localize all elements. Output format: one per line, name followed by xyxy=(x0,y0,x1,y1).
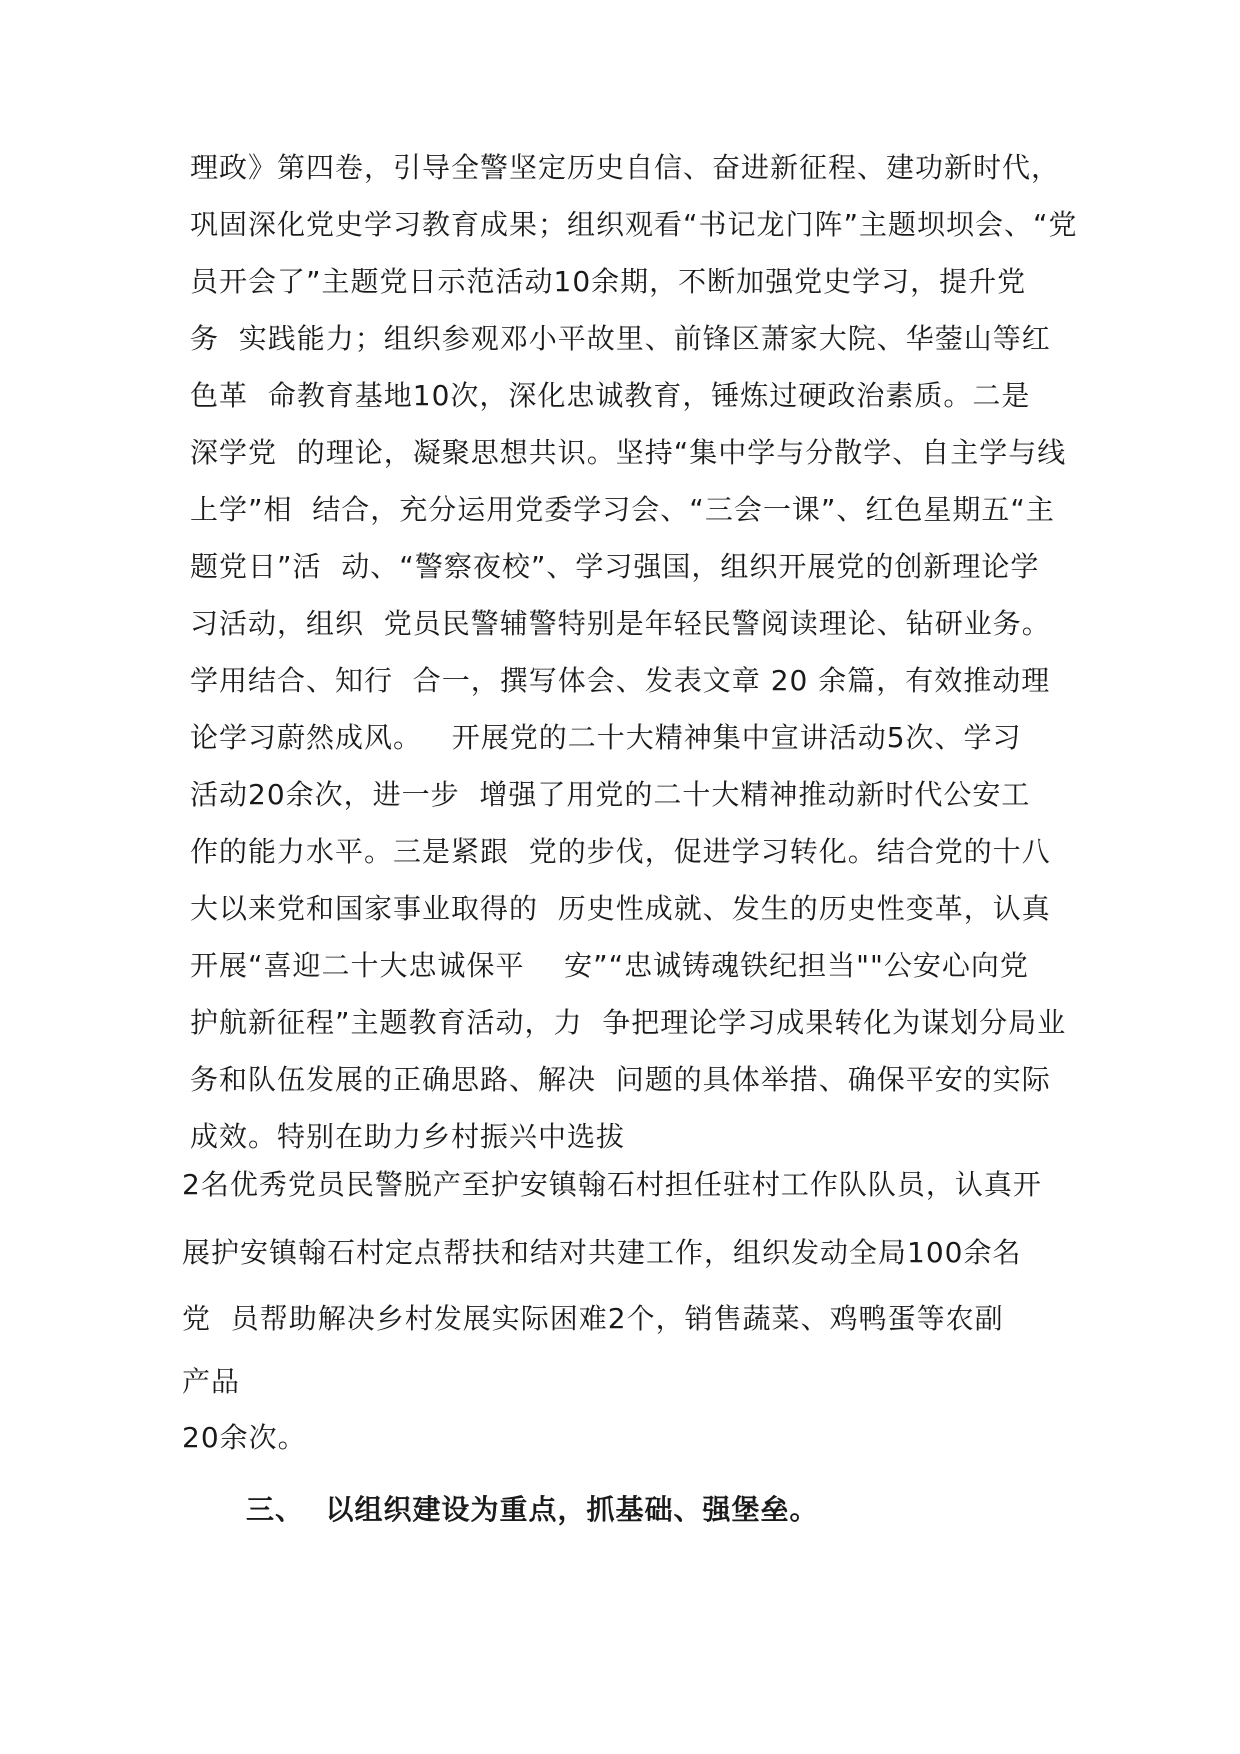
body-text-line: 论学习蔚然成风。 开展党的二十大精神集中宣讲活动5次、学习 xyxy=(190,721,1022,754)
section-heading: 三、 以组织建设为重点，抓基础、强堡垒。 xyxy=(246,1493,819,1526)
body-text-line: 色革 命教育基地10次，深化忠诚教育，锤炼过硬政治素质。二是 xyxy=(190,379,1031,412)
body-text-line: 员开会了”主题党日示范活动10余期，不断加强党史学习，提升党 xyxy=(190,265,1027,298)
body-text-line: 学用结合、知行 合一，撰写体会、发表文章 20 余篇，有效推动理 xyxy=(190,664,1051,697)
body-text-line: 巩固深化党史学习教育成果；组织观看“书记龙门阵”主题坝坝会、“党 xyxy=(190,208,1078,241)
body-text-line: 理政》第四卷，引导全警坚定历史自信、奋进新征程、建功新时代， xyxy=(190,151,1061,184)
body-text-line: 大以来党和国家事业取得的 历史性成就、发生的历史性变革，认真 xyxy=(190,892,1051,925)
body-text-line: 上学”相 结合，充分运用党委学习会、“三会一课”、红色星期五“主 xyxy=(190,493,1055,526)
body-text-line: 作的能力水平。三是紧跟 党的步伐，促进学习转化。结合党的十八 xyxy=(190,835,1051,868)
body-text-line: 习活动，组织 党员民警辅警特别是年轻民警阅读理论、钻研业务。 xyxy=(190,607,1051,640)
body-text-line: 护航新征程”主题教育活动，力 争把理论学习成果转化为谋划分局业 xyxy=(190,1006,1067,1039)
body-text-line: 活动20余次，进一步 增强了用党的二十大精神推动新时代公安工 xyxy=(190,778,1031,811)
body-text-line: 开展“喜迎二十大忠诚保平 安”“忠诚铸魂铁纪担当""公安心向党 xyxy=(190,949,1029,982)
body-text-line: 深学党 的理论，凝聚思想共识。坚持“集中学与分散学、自主学与线 xyxy=(190,436,1067,469)
body-text-line: 成效。特别在助力乡村振兴中选拔 xyxy=(190,1120,626,1153)
body-text-line: 产品 xyxy=(182,1365,241,1398)
body-text-line: 务和队伍发展的正确思路、解决 问题的具体举措、确保平安的实际 xyxy=(190,1063,1051,1096)
body-text-line: 党 员帮助解决乡村发展实际困难2个，销售蔬菜、鸡鸭蛋等农副 xyxy=(182,1302,1004,1335)
body-text-line: 务 实践能力；组织参观邓小平故里、前锋区萧家大院、华蓥山等红 xyxy=(190,322,1051,355)
body-text-line: 展护安镇翰石村定点帮扶和结对共建工作，组织发动全局100余名 xyxy=(182,1236,1022,1269)
body-text-line: 题党日”活 动、“警察夜校”、学习强国，组织开展党的创新理论学 xyxy=(190,550,1040,583)
body-text-line: 2名优秀党员民警脱产至护安镇翰石村担任驻村工作队队员，认真开 xyxy=(182,1168,1042,1201)
body-text-line: 20余次。 xyxy=(182,1421,307,1454)
